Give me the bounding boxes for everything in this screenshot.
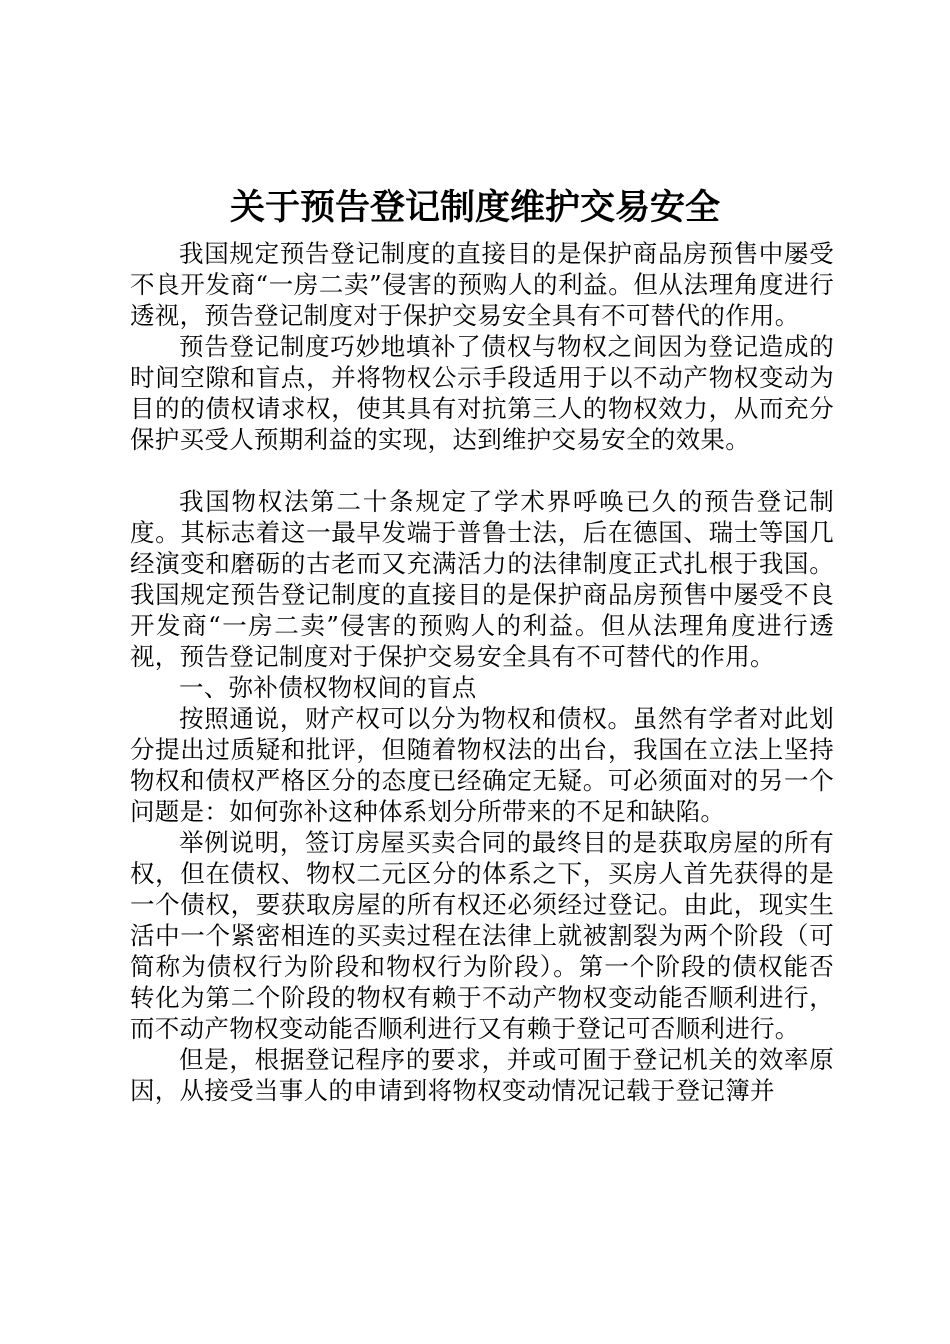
section-heading: 一、弥补债权物权间的盲点 <box>179 673 477 702</box>
paragraph-background: 我国物权法第二十条规定了学术界呼唤已久的预告登记制度。其标志着这一最早发端于普鲁士法，后在德国、瑞士等国几经演变和磨砺的古老而又充满活力的法律制度正式扎根于我国。我国规定预告登记制度的直接目的是保护商品房预售中屡受不良开发商“一房二卖”侵害的预购人的利益。但从法理角度进行透视，预告登记制度对于保护交易安全具有不可替代的作用。 <box>130 487 834 671</box>
paragraph-property-rights: 按照通说，财产权可以分为物权和债权。虽然有学者对此划分提出过质疑和批评，但随着物权法的出台，我国在立法上坚持物权和债权严格区分的态度已经确定无疑。可必须面对的另一个问题是：如何弥补这种体系划分所带来的不足和缺陷。 <box>130 704 834 826</box>
paragraph-registration: 但是，根据登记程序的要求，并或可囿于登记机关的效率原因，从接受当事人的申请到将物权变动情况记载于登记簿并 <box>130 1045 834 1105</box>
paragraph-summary: 预告登记制度巧妙地填补了债权与物权之间因为登记造成的时间空隙和盲点，并将物权公示手段适用于以不动产物权变动为目的的债权请求权，使其具有对抗第三人的物权效力，从而充分保护买受人预期利益的实现，达到维护交易安全的效果。 <box>130 332 834 454</box>
paragraph-intro: 我国规定预告登记制度的直接目的是保护商品房预售中屡受不良开发商“一房二卖”侵害的预购人的利益。但从法理角度进行透视，预告登记制度对于保护交易安全具有不可替代的作用。 <box>130 239 834 330</box>
paragraph-example: 举例说明，签订房屋买卖合同的最终目的是获取房屋的所有权，但在债权、物权二元区分的体系之下，买房人首先获得的是一个债权，要获取房屋的所有权还必须经过登记。由此，现实生活中一个紧密相连的买卖过程在法律上就被割裂为两个阶段（可简称为债权行为阶段和物权行为阶段）。第一个阶段的债权能否转化为第二个阶段的物权有赖于不动产物权变动能否顺利进行，而不动产物权变动能否顺利进行又有赖于登记可否顺利进行。 <box>130 828 834 1043</box>
document-body <box>130 238 834 1106</box>
document-title: 关于预告登记制度维护交易安全 <box>229 187 720 228</box>
